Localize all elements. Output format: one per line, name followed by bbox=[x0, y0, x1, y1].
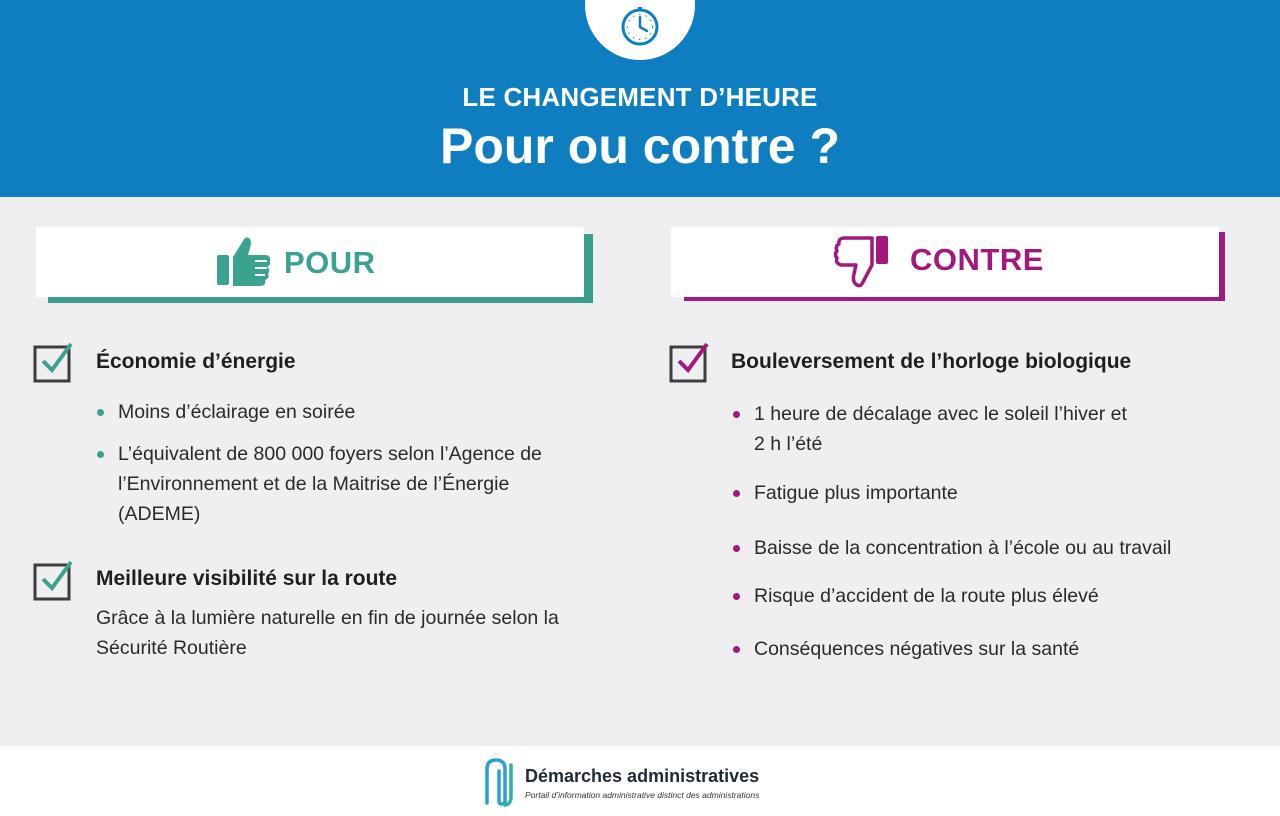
thumbs-down-icon bbox=[833, 232, 891, 290]
contre-label: CONTRE bbox=[910, 242, 1044, 277]
page-title: Pour ou contre ? bbox=[440, 118, 840, 174]
clock-icon bbox=[620, 7, 660, 47]
bullet-text: Fatigue plus importante bbox=[754, 482, 958, 504]
checkbox-checked-icon bbox=[669, 341, 711, 383]
bullet-text: Risque d’accident de la route plus élevé bbox=[754, 585, 1099, 607]
bullet-dot bbox=[733, 646, 740, 653]
checkbox-checked-icon bbox=[33, 559, 75, 601]
bullet-dot bbox=[97, 451, 104, 458]
checkbox-checked-icon bbox=[33, 341, 75, 383]
bullet-text: Conséquences négatives sur la santé bbox=[754, 638, 1080, 660]
contre-section-title-horloge: Bouleversement de l’horloge biologique bbox=[731, 350, 1132, 373]
bullet-text: Baisse de la concentration à l’école ou au travail bbox=[754, 537, 1172, 559]
pour-section-title-energie: Économie d’énergie bbox=[96, 350, 296, 373]
bullet-text: (ADEME) bbox=[118, 503, 201, 525]
pour-box-accent-bottom bbox=[48, 296, 593, 303]
pour-box-accent-right bbox=[584, 234, 593, 303]
pour-label: POUR bbox=[284, 245, 376, 280]
pour-section-title-visibilite: Meilleure visibilité sur la route bbox=[96, 567, 398, 590]
bullet-dot bbox=[733, 490, 740, 497]
bullet-dot bbox=[733, 545, 740, 552]
bullet-text: l’Environnement et de la Maitrise de l’Énergie bbox=[118, 473, 510, 495]
bullet-text: 2 h l’été bbox=[754, 433, 823, 455]
bullet-dot bbox=[733, 411, 740, 418]
bullet-dot bbox=[97, 409, 104, 416]
pour-visibilite-text-line1: Grâce à la lumière naturelle en fin de journée selon la bbox=[96, 607, 559, 629]
paperclip-logo-icon bbox=[481, 757, 517, 807]
bullet-text: Moins d’éclairage en soirée bbox=[118, 401, 356, 423]
brand-name: Démarches administratives bbox=[525, 766, 760, 786]
pour-visibilite-text-line2: Sécurité Routière bbox=[96, 637, 247, 659]
bullet-dot bbox=[733, 593, 740, 600]
bullet-text: L’équivalent de 800 000 foyers selon l’Agence de bbox=[118, 443, 542, 465]
bullet-text: 1 heure de décalage avec le soleil l’hiver et bbox=[754, 403, 1127, 425]
brand-tagline: Portail d’information administrative distinct des administrations bbox=[525, 790, 760, 800]
thumbs-up-icon bbox=[215, 233, 273, 289]
header-kicker: LE CHANGEMENT D’HEURE bbox=[462, 82, 818, 112]
